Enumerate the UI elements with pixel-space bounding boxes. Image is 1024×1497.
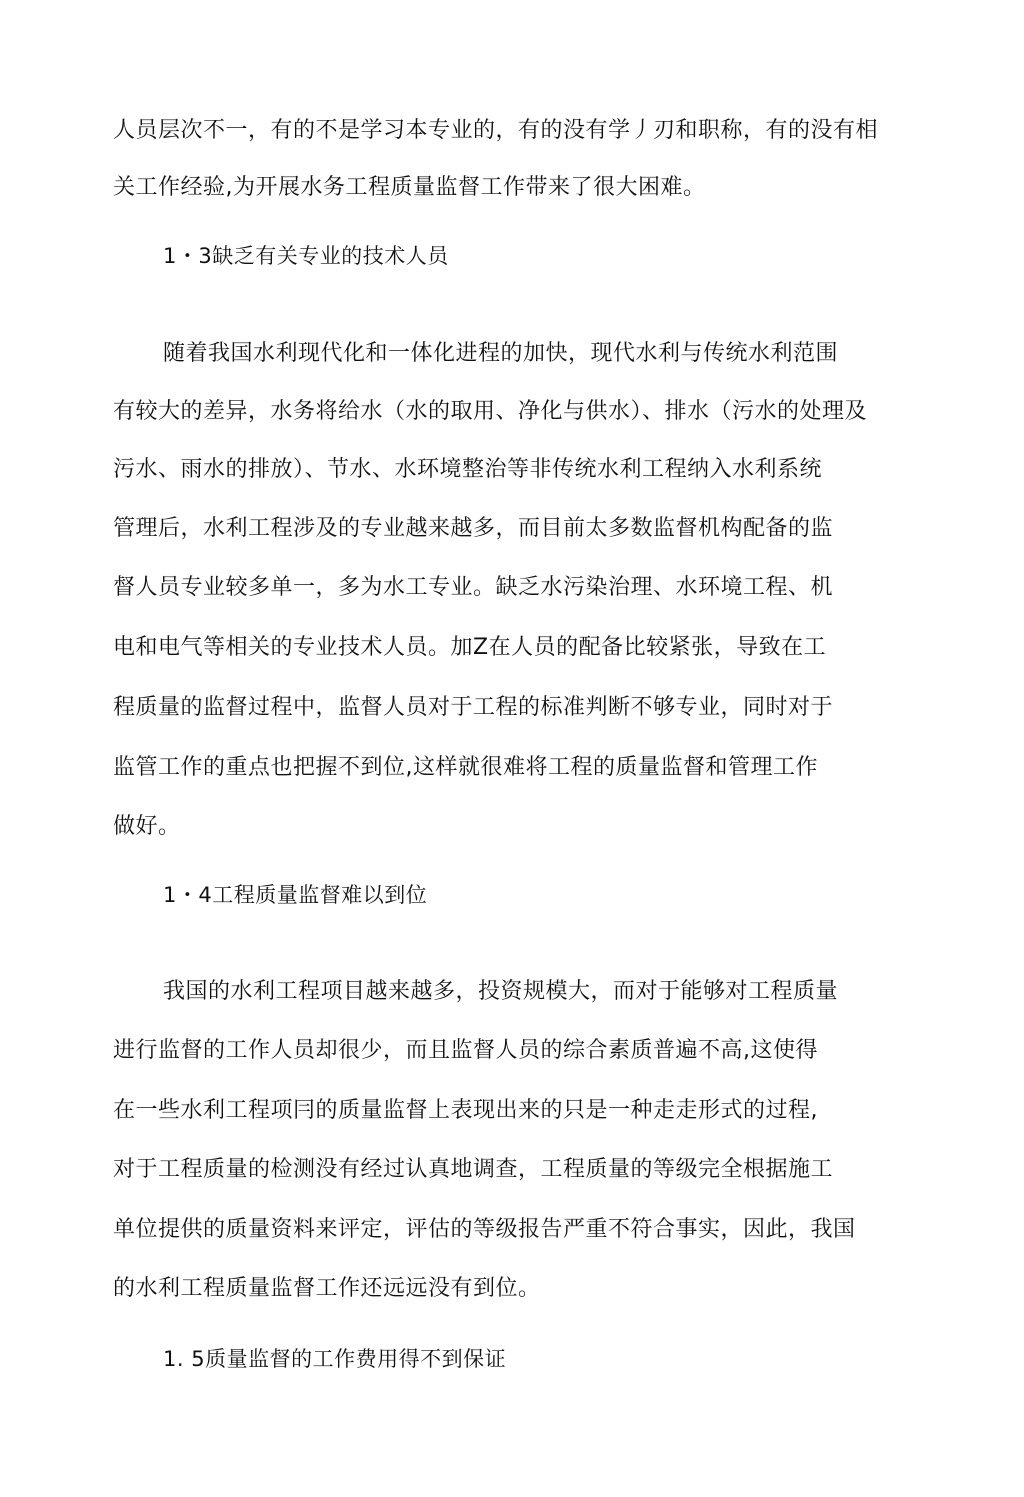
paragraph-line: 的水利工程质量监督工作还远远没有到位。 bbox=[113, 1276, 541, 1301]
section-heading-1-3: 1・3缺乏有关专业的技术人员 bbox=[163, 244, 449, 268]
paragraph-line: 我国的水利工程项目越来越多，投资规模大，而对于能够对工程质量 bbox=[163, 979, 839, 1004]
paragraph-line: 管理后，水利工程涉及的专业越来越多，而目前太多数监督机构配备的监 bbox=[113, 516, 834, 541]
paragraph-line: 对于工程质量的检测没有经过认真地调查，工程质量的等级完全根据施工 bbox=[113, 1157, 834, 1182]
paragraph-line: 随着我国水利现代化和一体化进程的加快，现代水利与传统水利范围 bbox=[163, 341, 839, 366]
paragraph-line: 电和电气等相关的专业技术人员。加Z在人员的配备比较紧张，导致在工 bbox=[113, 635, 827, 660]
paragraph-line: 监管工作的重点也把握不到位,这样就很难将工程的质量监督和管理工作 bbox=[113, 755, 818, 780]
paragraph-line: 在一些水利工程项冃的质量监督上表现出来的只是一种走走形式的过程, bbox=[113, 1098, 818, 1123]
paragraph-line: 关工作经验,为开展水务工程质量监督工作带来了很大困难。 bbox=[113, 175, 706, 200]
paragraph-line: 程质量的监督过程中，监督人员对于工程的标准判断不够专业，同时对于 bbox=[113, 695, 834, 720]
paragraph-line: 污水、雨水的排放）、节水、水环境整治等非传统水利工程纳入水利系统 bbox=[113, 457, 823, 482]
paragraph-line: 进行监督的工作人员却很少，而且监督人员的综合素质普遍不高,这使得 bbox=[113, 1038, 818, 1063]
paragraph-line: 督人员专业较多单一，多为水工专业。缺乏水污染治理、水环境工程、机 bbox=[113, 575, 834, 600]
paragraph-line: 做好。 bbox=[113, 814, 181, 839]
section-heading-1-5: 1. 5质量监督的工作费用得不到保证 bbox=[163, 1347, 507, 1371]
section-heading-1-4: 1・4工程质量监督难以到位 bbox=[163, 883, 428, 907]
paragraph-line: 单位提供的质量资料来评定，评估的等级报告严重不符合事实，因此，我国 bbox=[113, 1217, 856, 1242]
paragraph-line: 人员层次不一，有的不是学习本专业的，有的没有学丿刃和职称，有的没有相 bbox=[113, 118, 879, 143]
paragraph-line: 有较大的差异，水务将给水（水的取用、净化与供水）、排水（污水的处理及 bbox=[113, 399, 868, 424]
